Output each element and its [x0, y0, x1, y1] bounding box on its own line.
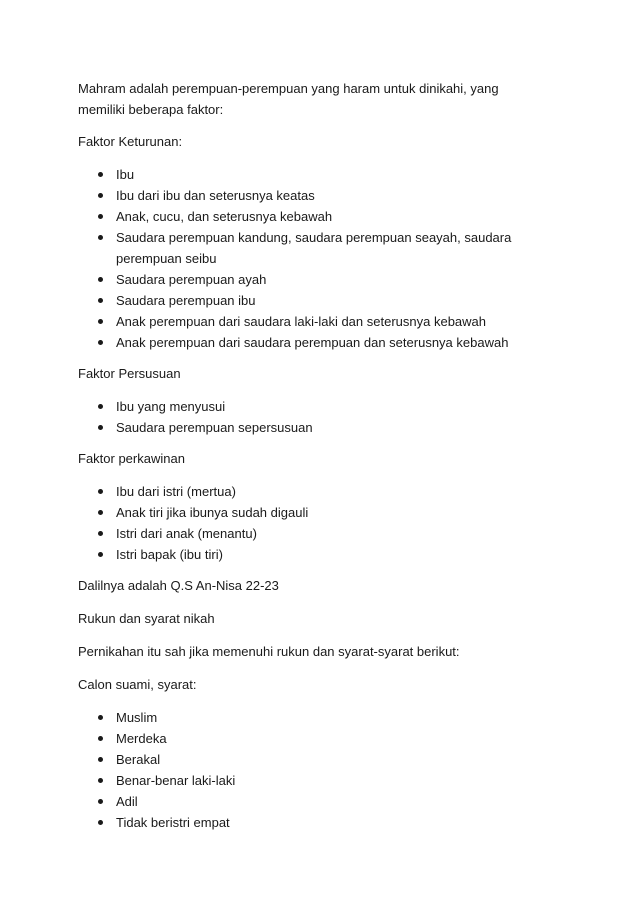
bullet-icon	[98, 715, 103, 720]
bullet-icon	[98, 757, 103, 762]
bullet-icon	[98, 214, 103, 219]
bullet-icon	[98, 298, 103, 303]
bullet-icon	[98, 778, 103, 783]
bullet-icon	[98, 531, 103, 536]
document-page	[78, 78, 548, 843]
bullet-icon	[98, 552, 103, 557]
list-item: Anak tiri jika ibunya sudah digauli	[78, 502, 548, 523]
dalil-paragraph: Dalilnya adalah Q.S An-Nisa 22-23	[78, 578, 279, 593]
list-item: Anak perempuan dari saudara perempuan dan seterusnya kebawah	[78, 332, 548, 353]
list-persusuan	[78, 396, 548, 438]
bullet-icon	[98, 489, 103, 494]
bullet-icon	[98, 736, 103, 741]
section-heading-persusuan: Faktor Persusuan	[78, 366, 181, 381]
rukun-heading: Rukun dan syarat nikah	[78, 611, 215, 626]
list-item: Merdeka	[78, 728, 548, 749]
list-perkawinan	[78, 481, 548, 565]
list-item: Berakal	[78, 749, 548, 770]
list-item: Tidak beristri empat	[78, 812, 548, 833]
list-item: Anak perempuan dari saudara laki-laki dan seterusnya kebawah	[78, 311, 548, 332]
bullet-icon	[98, 340, 103, 345]
section-heading-perkawinan: Faktor perkawinan	[78, 451, 185, 466]
bullet-icon	[98, 425, 103, 430]
list-item: Istri dari anak (menantu)	[78, 523, 548, 544]
rukun-intro: Pernikahan itu sah jika memenuhi rukun dan syarat-syarat berikut:	[78, 644, 460, 659]
list-item: Saudara perempuan sepersusuan	[78, 417, 548, 438]
list-item: Muslim	[78, 707, 548, 728]
list-item: Ibu yang menyusui	[78, 396, 548, 417]
list-item: Anak, cucu, dan seterusnya kebawah	[78, 206, 548, 227]
list-item: Ibu dari istri (mertua)	[78, 481, 548, 502]
calon-suami-heading: Calon suami, syarat:	[78, 677, 197, 692]
list-item: Saudara perempuan ibu	[78, 290, 548, 311]
bullet-icon	[98, 235, 103, 240]
list-calon-suami	[78, 707, 548, 833]
bullet-icon	[98, 319, 103, 324]
intro-paragraph: Mahram adalah perempuan-perempuan yang haram untuk dinikahi, yang memiliki beberapa faktor:	[78, 81, 499, 117]
bullet-icon	[98, 820, 103, 825]
bullet-icon	[98, 510, 103, 515]
section-heading-keturunan: Faktor Keturunan:	[78, 134, 183, 149]
list-item: Ibu dari ibu dan seterusnya keatas	[78, 185, 548, 206]
list-item: Saudara perempuan kandung, saudara perempuan seayah, saudara perempuan seibu	[78, 227, 548, 269]
bullet-icon	[98, 172, 103, 177]
list-item: Adil	[78, 791, 548, 812]
list-keturunan	[78, 164, 548, 353]
list-item: Istri bapak (ibu tiri)	[78, 544, 548, 565]
bullet-icon	[98, 799, 103, 804]
list-item: Benar-benar laki-laki	[78, 770, 548, 791]
bullet-icon	[98, 193, 103, 198]
bullet-icon	[98, 277, 103, 282]
bullet-icon	[98, 404, 103, 409]
list-item: Saudara perempuan ayah	[78, 269, 548, 290]
list-item: Ibu	[78, 164, 548, 185]
